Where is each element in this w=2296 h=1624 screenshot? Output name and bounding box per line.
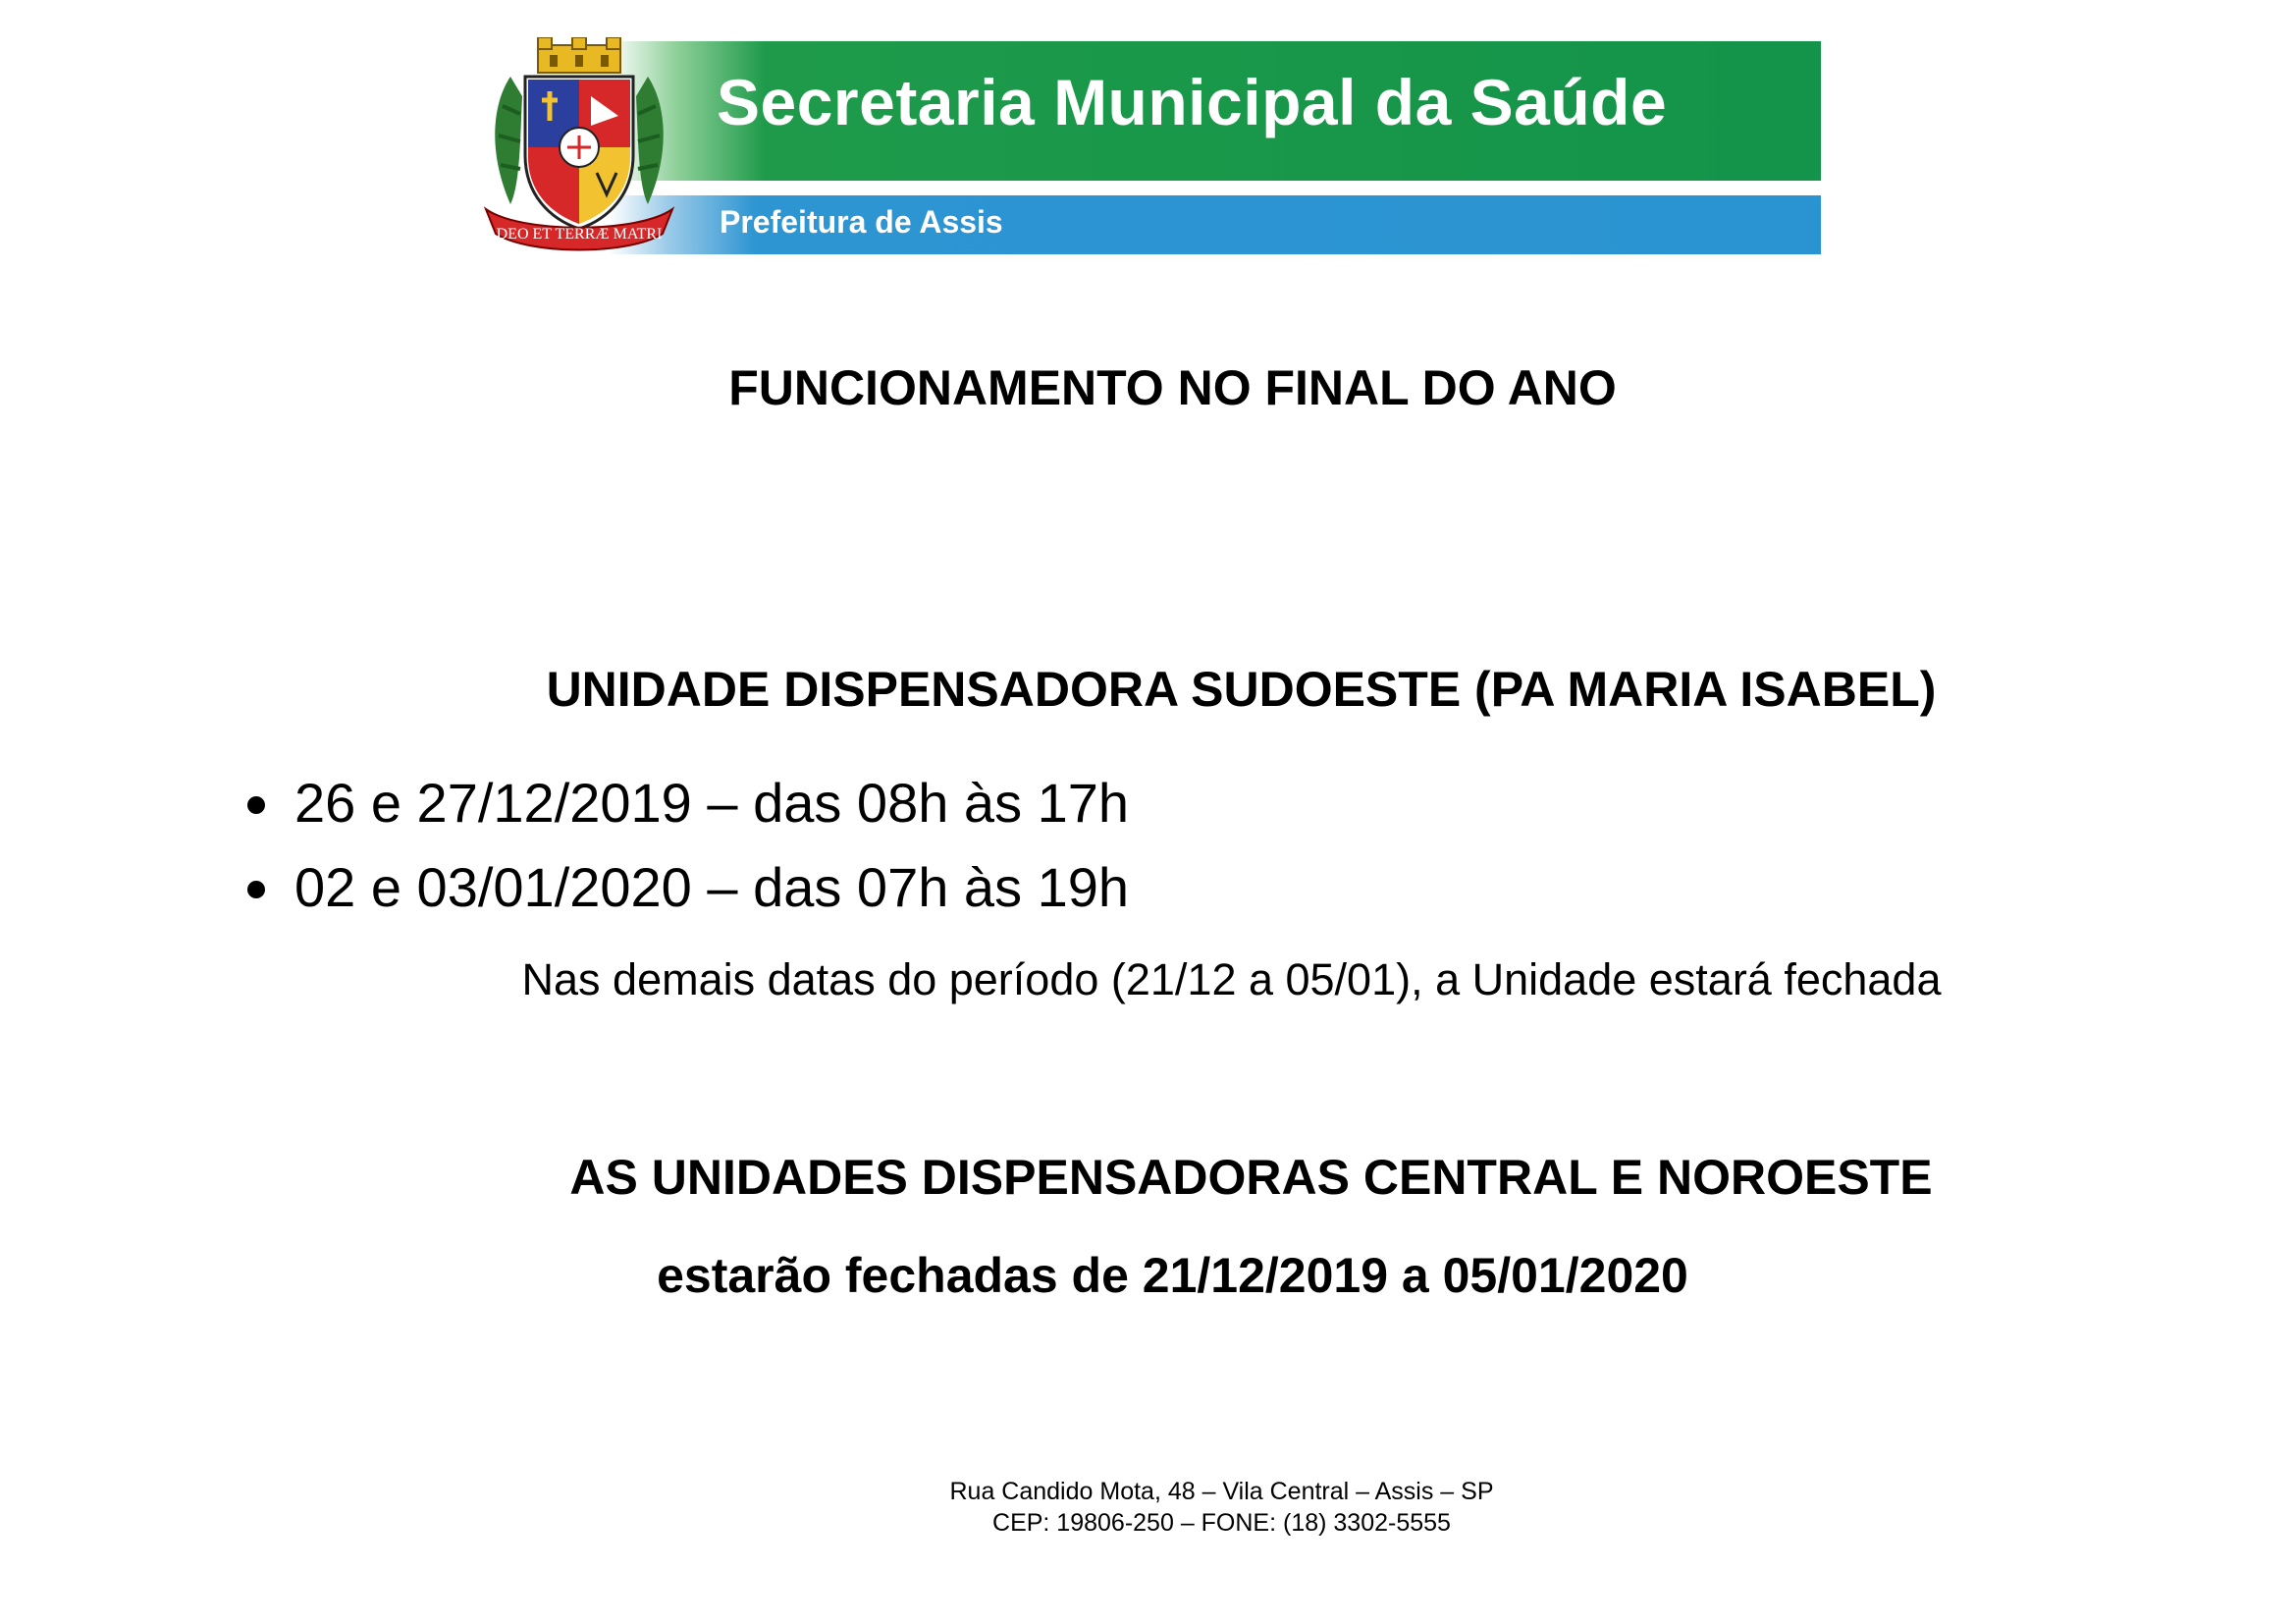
schedule-item-text: 02 e 03/01/2020 – das 07h às 19h [294, 856, 1130, 918]
schedule-list [243, 761, 1129, 930]
bullet-icon [247, 796, 265, 814]
page-title: FUNCIONAMENTO NO FINAL DO ANO [728, 360, 1617, 415]
schedule-item [243, 761, 1129, 845]
header-banner [481, 37, 1821, 258]
coat-of-arms-icon [481, 37, 677, 255]
footer-address: Rua Candido Mota, 48 – Vila Central – Assis – SP [949, 1478, 1494, 1505]
other-units-heading: AS UNIDADES DISPENSADORAS CENTRAL E NOROESTE [569, 1150, 1933, 1205]
unit-heading: UNIDADE DISPENSADORA SUDOESTE (PA MARIA ISABEL) [546, 662, 1937, 717]
footer [0, 1476, 2296, 1539]
schedule-item-text: 26 e 27/12/2019 – das 08h às 17h [294, 772, 1130, 834]
other-units-closure: estarão fechadas de 21/12/2019 a 05/01/2020 [657, 1248, 1688, 1303]
header-subtitle: Prefeitura de Assis [720, 204, 1003, 240]
bullet-icon [247, 881, 265, 898]
closed-note: Nas demais datas do período (21/12 a 05/01), a Unidade estará fechada [521, 954, 1942, 1004]
header-title: Secretaria Municipal da Saúde [717, 66, 1668, 138]
schedule-item [243, 845, 1129, 930]
footer-contact: CEP: 19806-250 – FONE: (18) 3302-5555 [992, 1509, 1451, 1537]
crest-motto: DEO ET TERRÆ MATRI [496, 226, 663, 243]
